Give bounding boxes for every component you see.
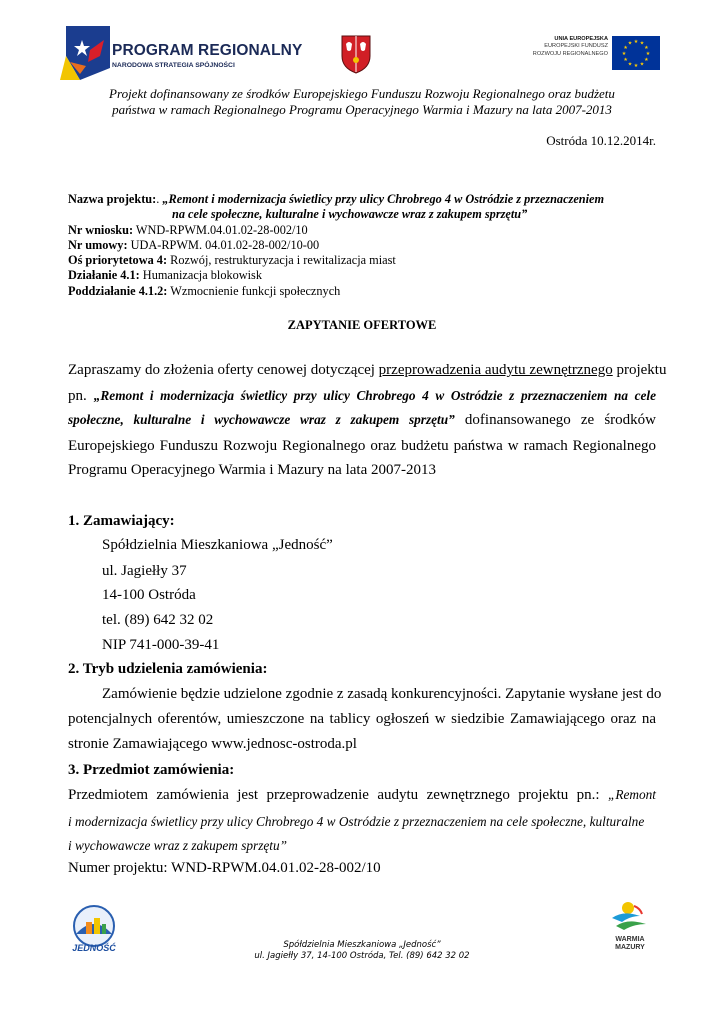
program-title: PROGRAM REGIONALNY: [112, 42, 303, 59]
svg-text:★: ★: [639, 61, 645, 68]
svg-text:★: ★: [621, 51, 627, 57]
svg-text:★: ★: [623, 45, 628, 51]
intro-line-1: Zapraszamy do złożenia oferty cenowej dotyczącej przeprowadzenia audytu zewnętrznego projektu: [68, 362, 667, 378]
warmia-logo-text-2: MAZURY: [615, 944, 645, 951]
svg-text:★: ★: [627, 61, 633, 68]
project-name: Nazwa projektu:. „Remont i modernizacja świetlicy przy ulicy Chrobrego 4 w Ostródzie z przeznaczeniem: [68, 192, 605, 206]
eu-flag-icon: [612, 36, 660, 70]
intro-line-2: pn. „Remont i modernizacja świetlicy przy ulicy Chrobrego 4 w Ostródzie z przeznaczeniem na cele: [68, 388, 657, 404]
section-1-heading: 1. Zamawiający:: [68, 513, 175, 529]
project-name-cont: na cele społeczne, kulturalne i wychowawcze wraz z zakupem sprzętu”: [172, 207, 528, 221]
section-3-heading: 3. Przedmiot zamówienia:: [68, 762, 235, 778]
svg-text:★: ★: [627, 40, 633, 47]
program-regionalny-logo: [60, 26, 303, 82]
sub-measure: Poddziałanie 4.1.2: Wzmocnienie funkcji społecznych: [68, 284, 341, 298]
cofinancing-note: Projekt dofinansowany ze środków Europejskiego Funduszu Rozwoju Regionalnego oraz budżetu państwa w ramach Regionalnego Programu Operacyjnego Warmia i Mazury na lata 2007-2013: [109, 86, 615, 117]
svg-text:★: ★: [645, 51, 651, 57]
procedure-line-1: Zamówienie będzie udzielone zgodnie z zasadą konkurencyjności. Zapytanie wysłane jest do: [102, 686, 662, 702]
buyer-street: ul. Jagiełły 37: [102, 563, 187, 579]
subject-line-2: i modernizacja świetlicy przy ulicy Chrobrego 4 w Ostródzie z przeznaczeniem na cele społeczne, kulturalne: [68, 814, 645, 829]
svg-text:★: ★: [639, 40, 645, 47]
intro-line-3: społeczne, kulturalne i wychowawcze wraz z zakupem sprzętu” dofinansowanego ze środków: [68, 412, 656, 428]
svg-text:★: ★: [633, 39, 639, 45]
buyer-city: 14-100 Ostróda: [102, 587, 196, 603]
procedure-line-3: stronie Zamawiającego www.jednosc-ostroda.pl: [68, 736, 357, 752]
eu-line-2: EUROPEJSKI FUNDUSZ: [544, 43, 608, 50]
eu-logo: [512, 36, 662, 74]
svg-text:★: ★: [644, 45, 649, 51]
warmia-mazury-emblem-icon: [604, 898, 656, 936]
document-title: ZAPYTANIE OFERTOWE: [287, 318, 437, 332]
application-number: Nr wniosku: WND-RPWM.04.01.02-28-002/10: [68, 223, 308, 237]
procedure-line-2: potencjalnych oferentów, umieszczone na tablicy ogłoszeń w siedzibie Zamawiającego oraz na: [68, 711, 656, 727]
intro-line-4: Europejskiego Funduszu Rozwoju Regionalnego oraz budżetu państwa w ramach Regionalnego: [68, 438, 656, 454]
buyer-phone: tel. (89) 642 32 02: [102, 612, 214, 628]
svg-text:★: ★: [644, 57, 649, 63]
place-date: Ostróda 10.12.2014r.: [546, 133, 656, 148]
measure: Działanie 4.1: Humanizacja blokowisk: [68, 268, 262, 282]
warmia-logo-text-1: WARMIA: [615, 936, 645, 943]
jednosc-logo-text: JEDNOŚĆ: [72, 943, 116, 953]
priority-axis: Oś priorytetowa 4: Rozwój, restrukturyzacja i rewitalizacja miast: [68, 253, 396, 267]
buyer-name: Spółdzielnia Mieszkaniowa „Jedność”: [102, 537, 333, 553]
subject-line-3: i wychowawcze wraz z zakupem sprzętu”: [68, 838, 288, 853]
svg-text:★: ★: [623, 57, 628, 63]
contract-number: Nr umowy: UDA-RPWM. 04.01.02-28-002/10-00: [68, 238, 320, 252]
subject-line-1: Przedmiotem zamówienia jest przeprowadzenie audytu zewnętrznego projektu pn.: „Remont: [68, 787, 656, 803]
eu-line-1: UNIA EUROPEJSKA: [554, 36, 608, 42]
intro-line-5: Programu Operacyjnego Warmia i Mazury na lata 2007-2013: [68, 462, 436, 478]
svg-text:★: ★: [633, 63, 639, 69]
project-number: Numer projektu: WND-RPWM.04.01.02-28-002/10: [68, 860, 381, 876]
warmia-mazury-logo: [604, 898, 656, 958]
footer-address: Spółdzielnia Mieszkaniowa „Jedność” ul. Jagiełły 37, 14-100 Ostróda, Tel. (89) 642 32 02: [254, 940, 470, 961]
buyer-nip: NIP 741-000-39-41: [102, 637, 220, 653]
program-subtitle: NARODOWA STRATEGIA SPÓJNOŚCI: [112, 62, 235, 69]
program-regionalny-emblem: [60, 26, 110, 80]
section-2-heading: 2. Tryb udzielenia zamówienia:: [68, 661, 268, 677]
warmia-mazury-crest-icon: [340, 34, 372, 74]
jednosc-logo: [66, 904, 122, 960]
eu-line-3: ROZWOJU REGIONALNEGO: [532, 50, 608, 57]
